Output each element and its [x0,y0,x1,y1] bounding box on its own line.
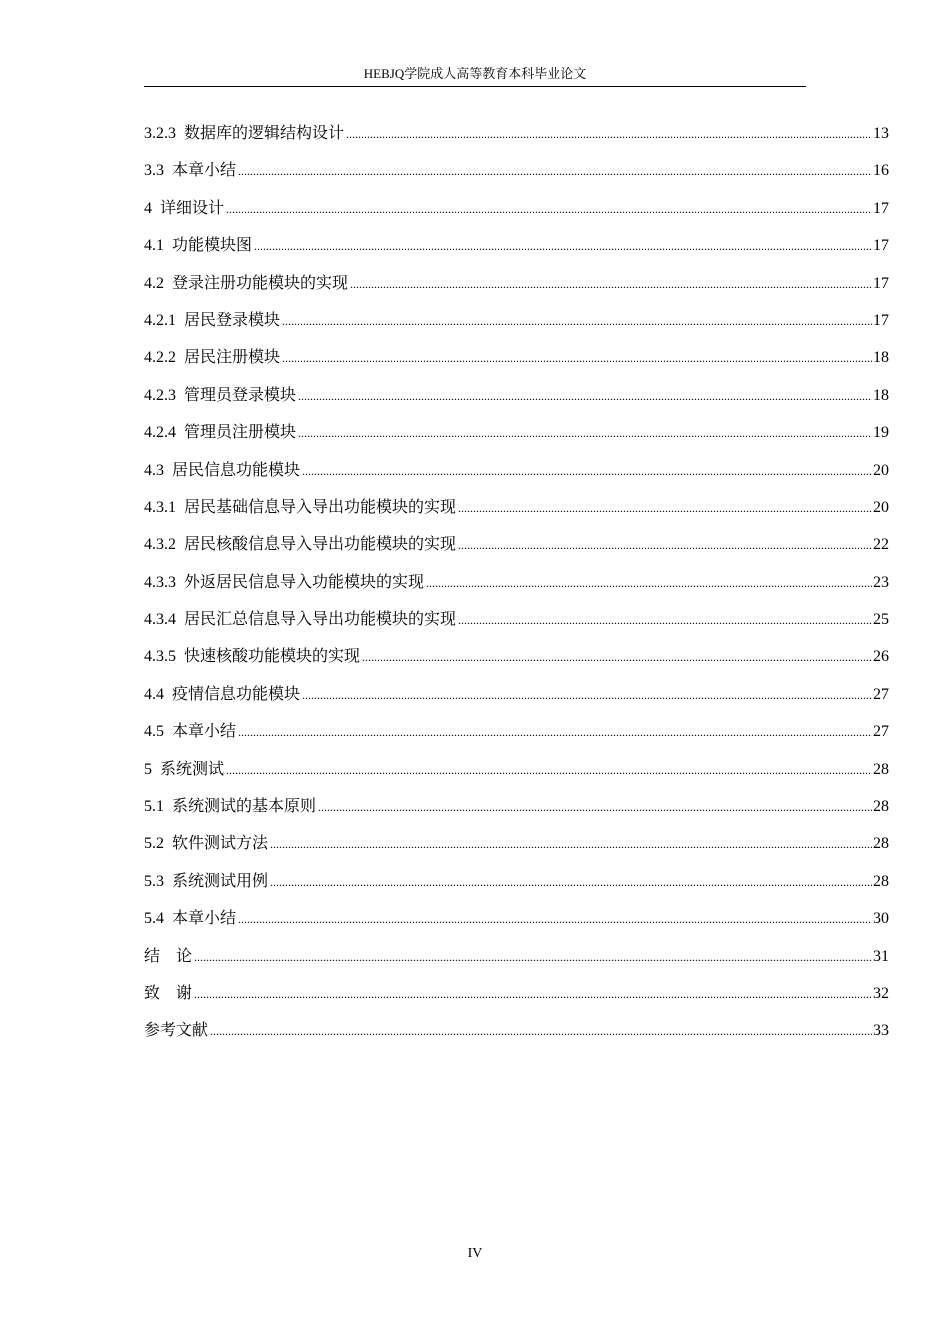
toc-dot-leader [226,191,872,228]
toc-entry[interactable] [144,1012,889,1049]
toc-entry-label: 4.3.4 居民汇总信息导入导出功能模块的实现 [144,611,457,629]
toc-entry-label: 3.3 本章小结 [144,162,237,180]
toc-dot-leader [270,864,872,901]
toc-entry-page: 33 [873,1022,889,1040]
toc-dot-leader [254,228,872,265]
toc-entry[interactable] [144,564,889,601]
toc-entry[interactable] [144,265,889,302]
toc-entry[interactable] [144,452,889,489]
toc-dot-leader [362,639,872,676]
toc-entry[interactable] [144,302,889,339]
toc-entry-label: 3.2.3 数据库的逻辑结构设计 [144,125,345,142]
toc-entry-page: 31 [873,947,889,965]
toc-entry-page: 32 [873,984,889,1002]
toc-entry-label: 4.2.2 居民注册模块 [144,349,281,367]
toc-dot-leader [194,939,872,976]
toc-entry[interactable] [144,152,889,189]
toc-entry-label: 4.3.2 居民核酸信息导入导出功能模块的实现 [144,536,457,554]
toc-entry-page: 17 [873,237,889,255]
toc-entry[interactable] [144,975,889,1012]
toc-entry-label: 致 谢 [144,984,193,1002]
toc-entry-page: 27 [873,723,889,741]
toc-entry[interactable] [144,489,889,526]
header-divider [144,86,806,87]
toc-dot-leader [458,490,872,527]
toc-entry-page: 16 [873,162,889,180]
toc-entry[interactable] [144,676,889,713]
toc-entry[interactable] [144,227,889,264]
toc-entry-label: 4.2 登录注册功能模块的实现 [144,274,349,292]
toc-entry[interactable] [144,377,889,414]
toc-entry[interactable] [144,339,889,376]
toc-entry[interactable] [144,638,889,675]
toc-entry[interactable] [144,863,889,900]
toc-dot-leader [458,527,872,564]
toc-entry-page: 18 [873,349,889,367]
toc-entry-label: 4.2.4 管理员注册模块 [144,424,297,442]
toc-entry-label: 4.2.3 管理员登录模块 [144,386,297,404]
toc-entry-page: 27 [873,685,889,703]
toc-dot-leader [226,752,872,789]
toc-entry-page: 20 [873,461,889,479]
page-number: IV [467,1246,483,1261]
toc-entry-page: 17 [873,274,889,292]
toc-entry-page: 28 [873,872,889,890]
toc-dot-leader [458,602,872,639]
toc-entry[interactable] [144,751,889,788]
toc-dot-leader [282,303,872,340]
toc-entry-label: 4.5 本章小结 [144,723,237,741]
toc-entry-label: 4.3.3 外返居民信息导入功能模块的实现 [144,573,425,591]
toc-dot-leader [238,714,872,751]
toc-entry[interactable] [144,601,889,638]
toc-entry-page: 20 [873,498,889,516]
toc-entry-label: 5.3 系统测试用例 [144,872,269,890]
toc-entry[interactable] [144,900,889,937]
toc-entry-page: 30 [873,910,889,928]
toc-entry-page: 18 [873,386,889,404]
toc-entry-label: 4.1 功能模块图 [144,237,253,255]
toc-entry-label: 参考文献 [144,1022,209,1040]
toc-entry-page: 28 [873,798,889,816]
toc-entry-label: 4.2.1 居民登录模块 [144,311,281,329]
toc-entry-label: 4.3.1 居民基础信息导入导出功能模块的实现 [144,498,457,516]
toc-entry[interactable] [144,788,889,825]
toc-entry[interactable] [144,414,889,451]
toc-entry-page: 25 [873,611,889,629]
toc-dot-leader [318,789,872,826]
toc-dot-leader [298,415,872,452]
toc-entry[interactable] [144,115,889,152]
toc-entry[interactable] [144,526,889,563]
toc-entry-page: 17 [873,199,889,217]
toc-entry-page: 28 [873,835,889,853]
toc-entry-page: 13 [873,125,889,142]
toc-entry-label: 5.1 系统测试的基本原则 [144,798,317,816]
toc-dot-leader [238,901,872,938]
toc-dot-leader [298,378,872,415]
toc-dot-leader [302,677,872,714]
toc-entry-page: 28 [873,760,889,778]
toc-entry-label: 4 详细设计 [144,199,225,217]
page-header-title: HEBJQ学院成人高等教育本科毕业论文 [363,66,587,81]
toc-dot-leader [346,116,872,153]
toc-entry-label: 结 论 [144,947,193,965]
toc-entry[interactable] [144,825,889,862]
toc-entry-label: 5 系统测试 [144,760,225,778]
toc-dot-leader [302,453,872,490]
toc-dot-leader [194,976,872,1013]
toc-entry-label: 4.4 疫情信息功能模块 [144,685,301,703]
toc-dot-leader [426,565,872,602]
toc-entry-page: 17 [873,311,889,329]
toc-entry[interactable] [144,938,889,975]
toc-dot-leader [238,153,872,190]
toc-entry-page: 19 [873,424,889,442]
toc-entry[interactable] [144,190,889,227]
toc-entry-label: 5.4 本章小结 [144,910,237,928]
table-of-contents [144,115,889,1050]
toc-dot-leader [350,266,872,303]
toc-entry-label: 4.3.5 快速核酸功能模块的实现 [144,648,361,666]
toc-entry-label: 5.2 软件测试方法 [144,835,269,853]
toc-entry-page: 22 [873,536,889,554]
toc-entry[interactable] [144,713,889,750]
toc-entry-page: 23 [873,573,889,591]
toc-dot-leader [210,1013,872,1050]
toc-dot-leader [282,340,872,377]
toc-entry-label: 4.3 居民信息功能模块 [144,461,301,479]
toc-entry-page: 26 [873,648,889,666]
toc-dot-leader [270,826,872,863]
